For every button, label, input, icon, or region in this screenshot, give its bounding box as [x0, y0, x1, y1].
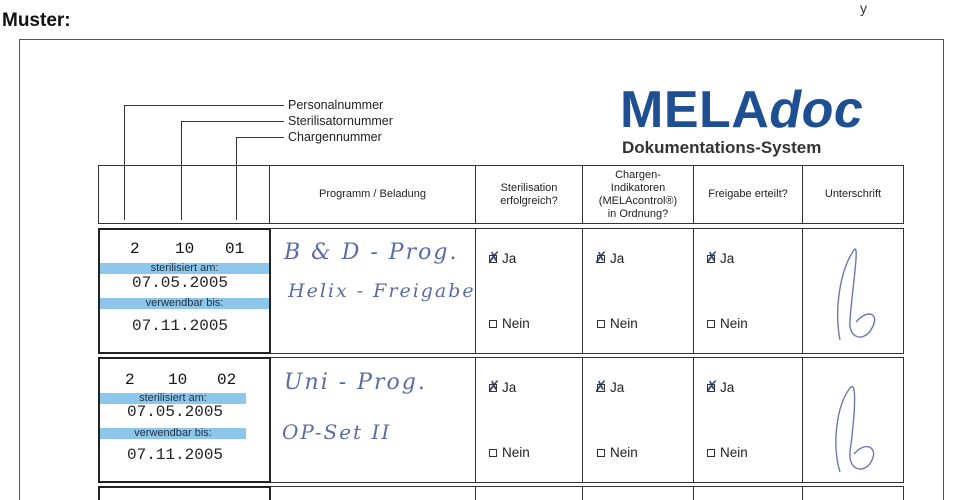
header-sterilisation-line2: erfolgreich?: [500, 194, 558, 207]
row-1-freigabe-tick: ✗: [705, 248, 719, 267]
row-2-cell-indikatoren: [582, 357, 694, 483]
checkbox-icon: [489, 255, 497, 263]
row-1-indikatoren-nein[interactable]: [597, 316, 638, 331]
row-1-date-sterilisiert: 07.05.2005: [132, 274, 229, 292]
row-2-date-sterilisiert: 07.05.2005: [127, 403, 224, 421]
header-indikatoren-line1: Chargen-: [615, 168, 661, 181]
row-2-sterilisatornummer: 10: [168, 371, 188, 389]
option-label: Nein: [610, 445, 638, 460]
row-3-cell-sterilisation: [475, 486, 583, 500]
option-label: Ja: [720, 251, 735, 266]
option-label: Nein: [610, 316, 638, 331]
row-2-handwriting-load: OP-Set II: [282, 420, 392, 444]
option-label: Ja: [502, 380, 517, 395]
row-1-handwriting-program: B & D - Prog.: [284, 240, 459, 265]
row-1-cell-indikatoren: [582, 228, 694, 354]
row-2-indikatoren-tick: ✗: [594, 377, 608, 396]
option-label: Nein: [502, 316, 530, 331]
leader-line: [124, 105, 284, 106]
row-2-indikatoren-ja[interactable]: [597, 380, 624, 395]
checkbox-icon: [597, 320, 605, 328]
page-heading: Muster:: [2, 10, 71, 31]
row-1-freigabe-nein[interactable]: [707, 316, 748, 331]
header-cell-label: [98, 165, 270, 224]
row-2-personalnummer: 2: [125, 371, 135, 389]
row-1-sterilisatornummer: 10: [175, 240, 195, 258]
row-3-cell-programm: [269, 486, 476, 500]
checkbox-icon: [707, 320, 715, 328]
row-1-personalnummer: 2: [130, 240, 140, 258]
row-2-cell-sterilisation: [475, 357, 583, 483]
header-unterschrift: Unterschrift: [824, 188, 882, 200]
row-2-freigabe-tick: ✗: [705, 377, 719, 396]
leader-line: [181, 121, 284, 122]
checkbox-icon: [489, 320, 497, 328]
row-1-chargennummer: 01: [225, 240, 245, 258]
legend-chargennummer: Chargennummer: [288, 130, 382, 144]
option-label: Ja: [720, 380, 735, 395]
legend-personalnummer: Personalnummer: [288, 98, 384, 112]
option-label: Ja: [610, 380, 625, 395]
corner-mark: y: [860, 0, 867, 16]
legend-sterilisatornummer: Sterilisatornummer: [288, 114, 393, 128]
row-1-indikatoren-ja[interactable]: [597, 251, 624, 266]
form-sheet: [19, 39, 944, 500]
row-1-indikatoren-tick: ✗: [594, 248, 608, 267]
option-label: Nein: [720, 445, 748, 460]
logo-subtitle: Dokumentations-System: [622, 138, 822, 157]
header-indikatoren-line2: Indikatoren: [610, 181, 666, 194]
checkbox-icon: [597, 449, 605, 457]
row-3-cell-unterschrift: [802, 486, 904, 500]
row-1-freigabe-ja[interactable]: [707, 251, 734, 266]
row-2-sterilisation-tick: ✗: [487, 377, 501, 396]
row-1-signature: [810, 230, 900, 350]
option-label: Nein: [720, 316, 748, 331]
row-1-date-verwendbar: 07.11.2005: [132, 317, 229, 335]
meladoc-logo: [620, 81, 864, 158]
option-label: Ja: [502, 251, 517, 266]
row-1-cell-sterilisation: [475, 228, 583, 354]
row-2-signature: [810, 360, 900, 480]
leader-line: [236, 137, 284, 138]
header-sterilisation: [475, 165, 583, 224]
row-3-sterilization-label: [98, 486, 271, 500]
header-programm: Programm / Beladung: [319, 188, 426, 200]
checkbox-icon: [597, 255, 605, 263]
row-1-sterilization-label: [98, 228, 271, 354]
checkbox-icon: [597, 384, 605, 392]
row-1-sterilisation-tick: ✗: [487, 248, 501, 267]
row-2-sterilisation-ja[interactable]: [489, 380, 516, 395]
row-2-freigabe-nein[interactable]: [707, 445, 748, 460]
row-1-sterilisation-ja[interactable]: [489, 251, 516, 266]
row-2-indikatoren-nein[interactable]: [597, 445, 638, 460]
row-2-cell-freigabe: [693, 357, 803, 483]
option-label: Ja: [610, 251, 625, 266]
row-2-band-verwendbar: verwendbar bis:: [100, 428, 246, 439]
row-1-handwriting-load: Helix - Freigabe: [288, 280, 476, 302]
row-1-band-sterilisiert: sterilisiert am:: [100, 263, 269, 274]
row-2-band-sterilisiert: sterilisiert am:: [100, 393, 246, 404]
row-2-sterilization-label: [98, 357, 271, 483]
row-2-chargennummer: 02: [217, 371, 237, 389]
checkbox-icon: [707, 449, 715, 457]
header-indikatoren: [582, 165, 694, 224]
checkbox-icon: [489, 384, 497, 392]
checkbox-icon: [707, 384, 715, 392]
row-3-cell-freigabe: [693, 486, 803, 500]
row-1-sterilisation-nein[interactable]: [489, 316, 530, 331]
header-indikatoren-line4: in Ordnung?: [607, 207, 669, 220]
header-freigabe: Freigabe erteilt?: [708, 188, 788, 200]
logo-mela: MELA: [620, 81, 770, 139]
row-1-cell-freigabe: [693, 228, 803, 354]
row-1-band-verwendbar: verwendbar bis:: [100, 298, 269, 309]
row-2-sterilisation-nein[interactable]: [489, 445, 530, 460]
header-sterilisation-line1: Sterilisation: [500, 181, 558, 194]
checkbox-icon: [489, 449, 497, 457]
row-2-freigabe-ja[interactable]: [707, 380, 734, 395]
row-2-handwriting-program: Uni - Prog.: [284, 370, 427, 395]
option-label: Nein: [502, 445, 530, 460]
checkbox-icon: [707, 255, 715, 263]
row-2-date-verwendbar: 07.11.2005: [127, 446, 224, 464]
row-3-cell-indikatoren: [582, 486, 694, 500]
header-indikatoren-line3: (MELAcontrol®): [598, 194, 678, 207]
logo-doc: doc: [769, 81, 864, 139]
